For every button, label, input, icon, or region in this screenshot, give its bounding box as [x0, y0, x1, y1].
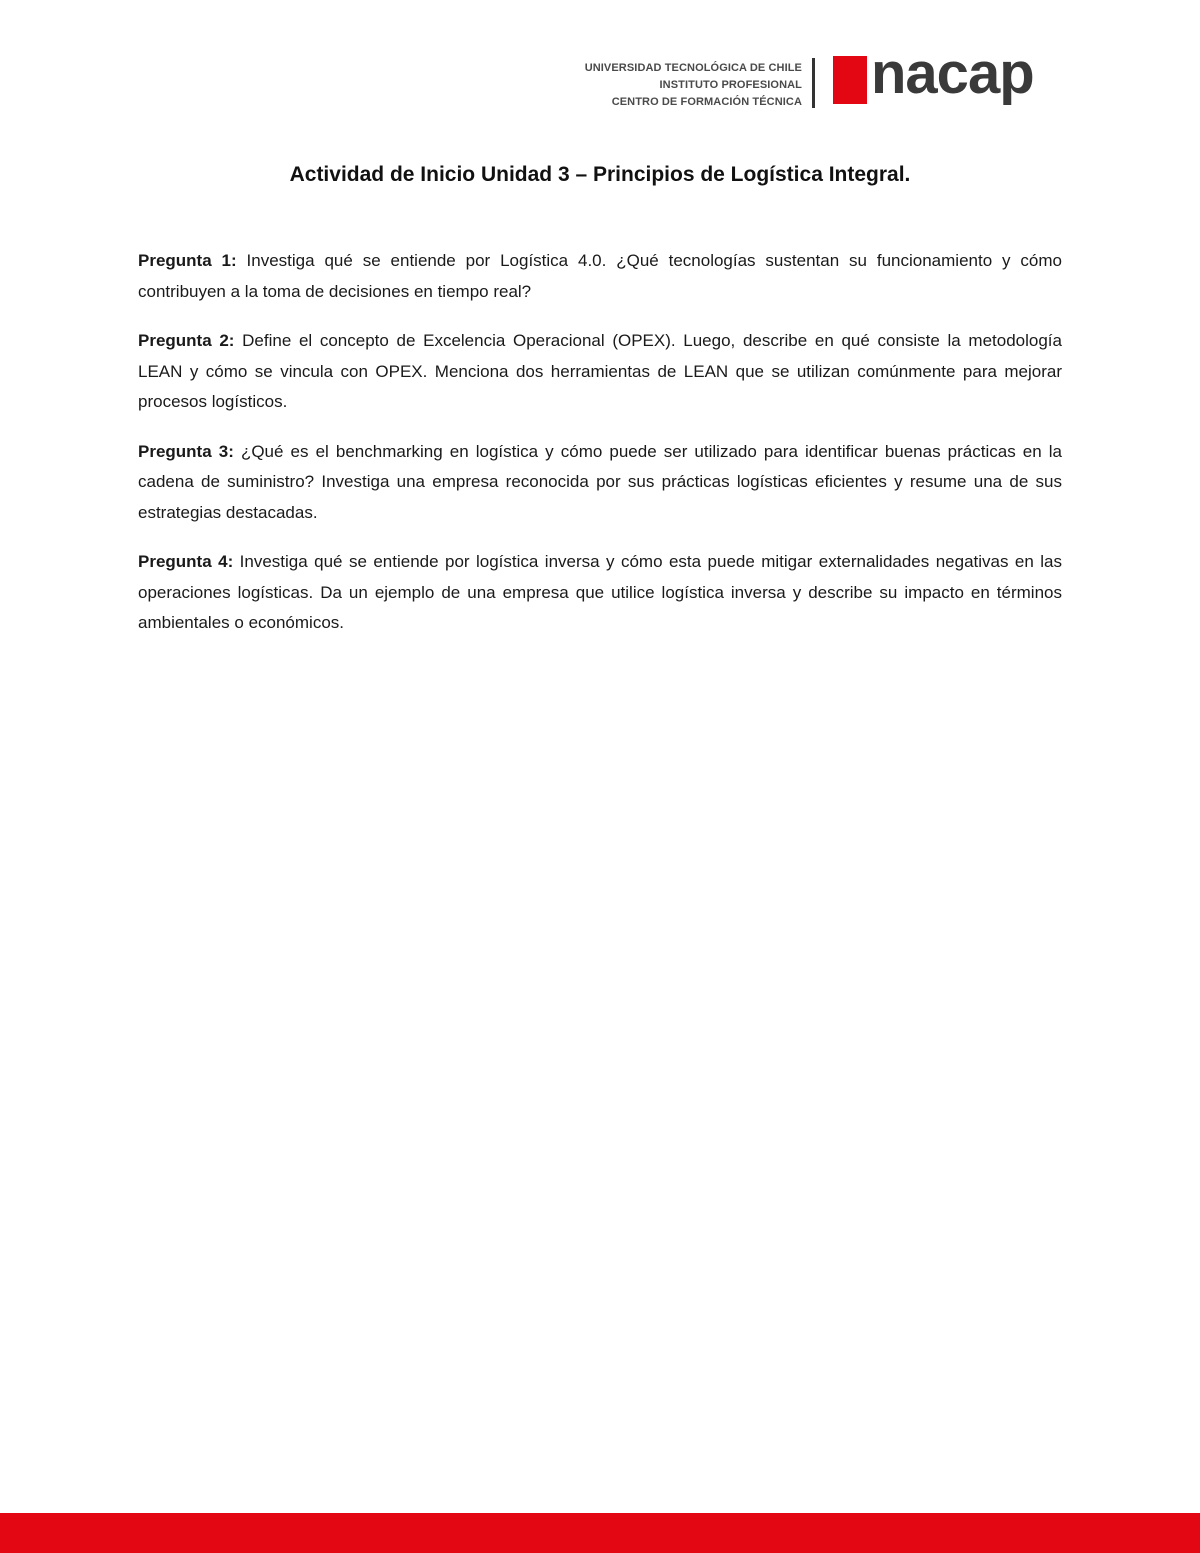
inacap-logo — [833, 41, 1053, 120]
logo-mark-icon — [833, 56, 867, 104]
question-4 — [138, 547, 1062, 639]
page-header — [580, 41, 1060, 122]
institution-line-institute: INSTITUTO PROFESIONAL — [659, 79, 802, 91]
question-2-label: Pregunta 2: — [138, 331, 235, 350]
logo-text: nacap — [871, 41, 1034, 106]
header-divider — [812, 58, 815, 108]
question-2 — [138, 326, 1062, 418]
question-3-text: ¿Qué es el benchmarking en logística y cómo puede ser utilizado para identificar buenas prácticas en la cadena de suministro? Investiga una empresa reconocida por sus prácticas logísticas eficientes y resume una de sus estrategias destacadas. — [138, 441, 1062, 522]
question-1-text: Investiga qué se entiende por Logística 4.0. ¿Qué tecnologías sustentan su funcionamiento y cómo contribuyen a la toma de decisiones en tiempo real? — [138, 251, 1062, 301]
question-3-label: Pregunta 3: — [138, 441, 234, 461]
institution-line-cft: CENTRO DE FORMACIÓN TÉCNICA — [611, 96, 802, 108]
question-1-label: Pregunta 1: — [138, 251, 237, 270]
question-3 — [138, 437, 1062, 529]
question-1 — [138, 246, 1062, 307]
institution-lines — [585, 60, 802, 111]
footer-bar — [0, 1513, 1200, 1553]
question-2-text: Define el concepto de Excelencia Operacional (OPEX). Luego, describe en qué consiste la metodología LEAN y cómo se vincula con OPEX. Menciona dos herramientas de LEAN que se utilizan comúnmente para mejorar procesos logísticos. — [138, 331, 1062, 411]
question-4-label: Pregunta 4: — [138, 552, 234, 571]
question-list — [138, 246, 1062, 658]
institution-line-university: UNIVERSIDAD TECNOLÓGICA DE CHILE — [584, 62, 802, 74]
document-title: Actividad de Inicio Unidad 3 – Principios de Logística Integral. — [289, 163, 911, 186]
question-4-text: Investiga qué se entiende por logística inversa y cómo esta puede mitigar externalidades negativas en las operaciones logísticas. Da un ejemplo de una empresa que utilice logística inversa y describe su impacto en términos ambientales o económicos. — [138, 552, 1062, 632]
